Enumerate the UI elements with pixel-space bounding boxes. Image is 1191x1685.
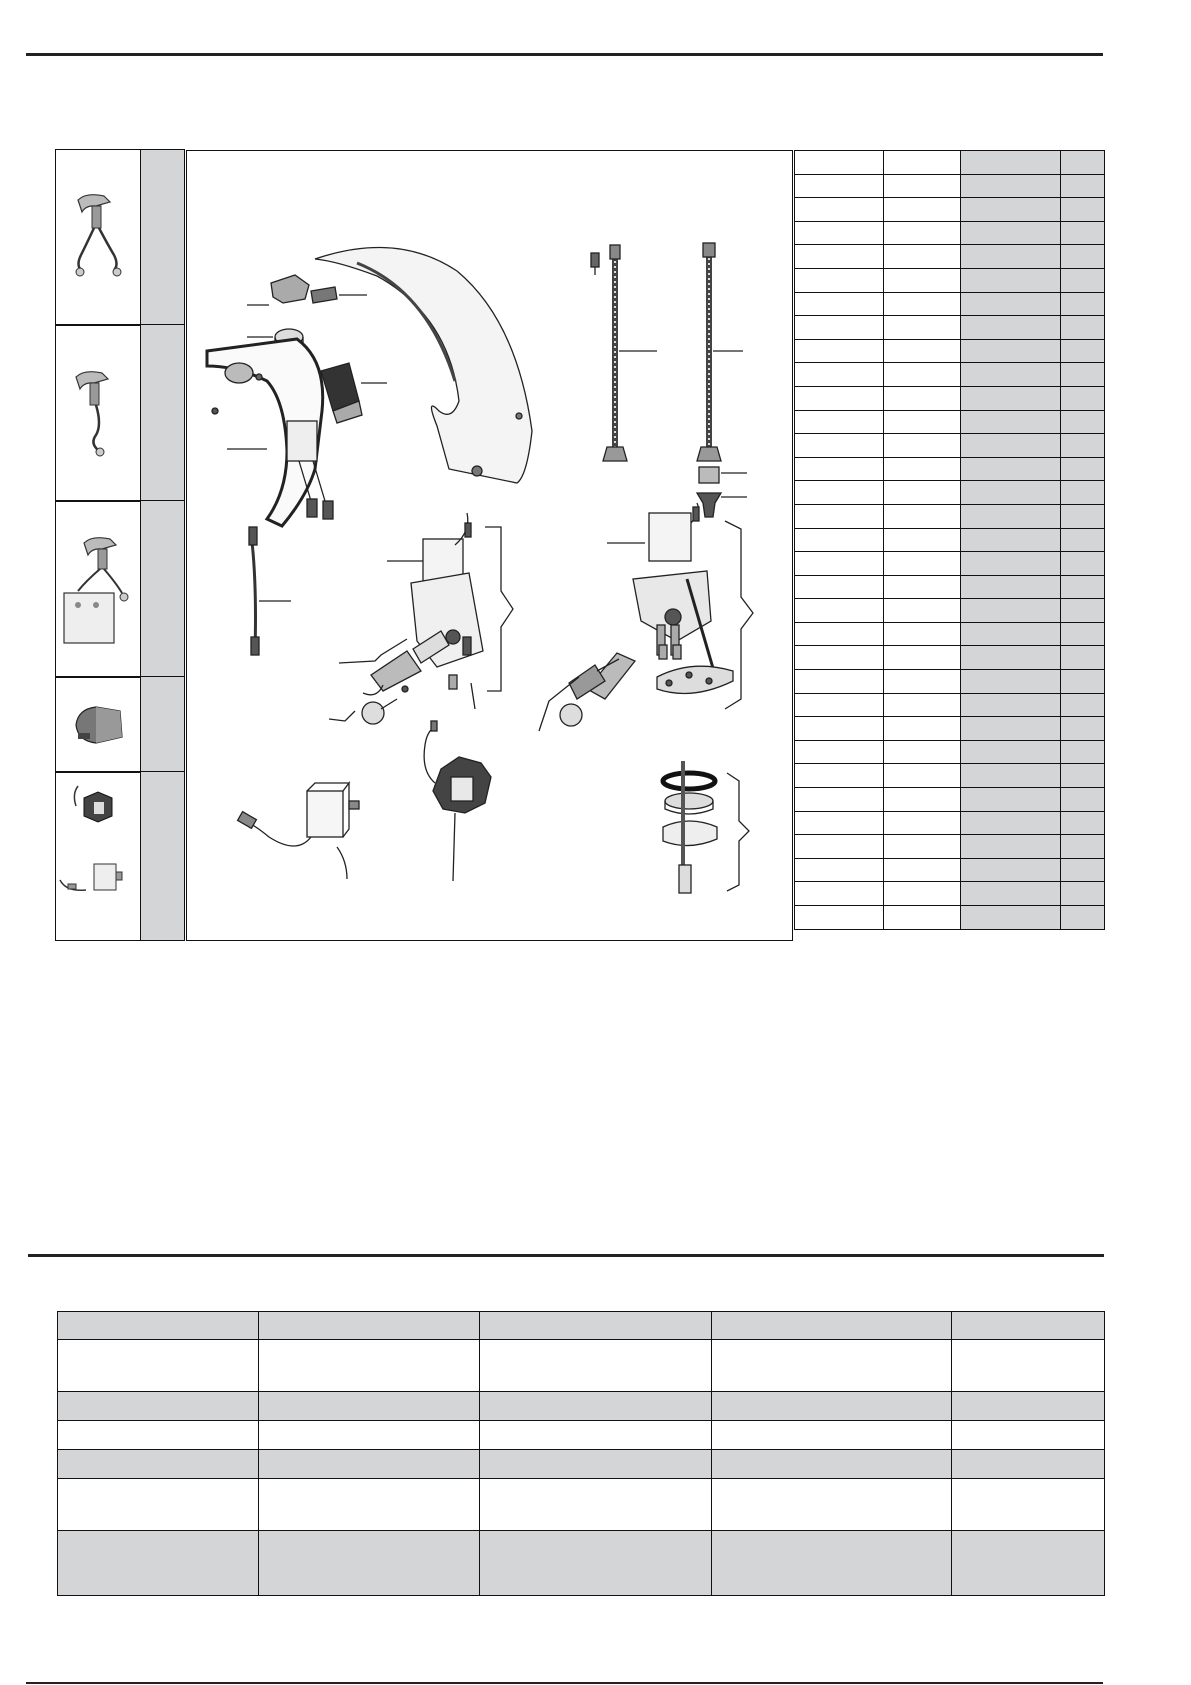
parts-table-cell (795, 693, 884, 717)
spec-cell (480, 1479, 712, 1531)
parts-table-row (795, 811, 1105, 835)
spec-cell (480, 1340, 712, 1392)
parts-table-cell (961, 174, 1061, 198)
parts-table-row (795, 764, 1105, 788)
parts-table-row (795, 599, 1105, 623)
spec-cell (259, 1479, 480, 1531)
aerator-icon (271, 275, 309, 303)
parts-table-cell (795, 268, 884, 292)
parts-table-cell (961, 764, 1061, 788)
parts-table-cell (961, 268, 1061, 292)
parts-list-table (794, 150, 1105, 930)
cable-icon (251, 533, 256, 651)
spec-cell (952, 1421, 1105, 1450)
parts-table-cell (795, 481, 884, 505)
parts-table-row (795, 268, 1105, 292)
parts-table-cell (961, 457, 1061, 481)
spec-cell (58, 1479, 259, 1531)
connector-icon (699, 467, 719, 483)
parts-table-row (795, 457, 1105, 481)
parts-table-cell (961, 906, 1061, 930)
parts-table-cell (961, 410, 1061, 434)
spec-cell (58, 1531, 259, 1596)
parts-table-cell (1061, 174, 1105, 198)
parts-table-cell (961, 858, 1061, 882)
spec-cell (712, 1392, 952, 1421)
spec-cell (952, 1340, 1105, 1392)
parts-table-row (795, 646, 1105, 670)
parts-table-cell (961, 599, 1061, 623)
parts-table-cell (795, 740, 884, 764)
parts-table-cell (884, 646, 961, 670)
parts-table-cell (795, 151, 884, 175)
parts-table-cell (1061, 646, 1105, 670)
parts-table-cell (884, 622, 961, 646)
parts-table-cell (961, 622, 1061, 646)
variant-row-1 (55, 149, 185, 326)
parts-table-row (795, 740, 1105, 764)
parts-table-cell (1061, 268, 1105, 292)
spec-cell (952, 1312, 1105, 1340)
parts-table-cell (1061, 504, 1105, 528)
spec-cell (952, 1479, 1105, 1531)
parts-table-cell (961, 740, 1061, 764)
parts-table-cell (884, 504, 961, 528)
parts-table-cell (795, 646, 884, 670)
parts-table-cell (795, 599, 884, 623)
parts-table-cell (1061, 858, 1105, 882)
parts-table-cell (795, 457, 884, 481)
parts-table-cell (961, 788, 1061, 812)
parts-table-cell (961, 363, 1061, 387)
spec-cell (259, 1450, 480, 1479)
parts-table-cell (884, 811, 961, 835)
parts-table-row (795, 481, 1105, 505)
mixing-valve-unit-icon (649, 513, 691, 561)
spec-row (58, 1421, 1105, 1450)
parts-table-row (795, 504, 1105, 528)
parts-table-cell (1061, 552, 1105, 576)
parts-table-cell (884, 292, 961, 316)
parts-table-cell (961, 339, 1061, 363)
parts-table-cell (961, 670, 1061, 694)
spec-cell (712, 1450, 952, 1479)
parts-table-cell (795, 245, 884, 269)
parts-table-cell (884, 316, 961, 340)
parts-table-cell (795, 552, 884, 576)
variant-row-2 (55, 324, 185, 502)
parts-table-row (795, 292, 1105, 316)
parts-table-row (795, 622, 1105, 646)
parts-table-cell (884, 434, 961, 458)
specification-table (57, 1311, 1105, 1596)
parts-table-cell (961, 151, 1061, 175)
parts-table-cell (795, 622, 884, 646)
parts-table-cell (1061, 481, 1105, 505)
spec-cell (480, 1312, 712, 1340)
spec-cell (712, 1340, 952, 1392)
parts-table-cell (795, 882, 884, 906)
plug-in-power-supply-icon (307, 791, 343, 837)
parts-table-cell (884, 268, 961, 292)
spec-cell (259, 1340, 480, 1392)
parts-table-cell (1061, 339, 1105, 363)
parts-table-cell (795, 906, 884, 930)
exploded-view-drawing (187, 151, 791, 939)
variant-tag-5 (141, 772, 184, 940)
parts-table-cell (961, 245, 1061, 269)
parts-table-cell (795, 717, 884, 741)
battery-pack-thumbnail (56, 677, 141, 772)
parts-table-cell (884, 552, 961, 576)
parts-table-cell (884, 906, 961, 930)
spec-cell (58, 1340, 259, 1392)
spec-cell (58, 1450, 259, 1479)
power-supply-thumbnail (56, 772, 141, 940)
parts-table-row (795, 670, 1105, 694)
parts-table-row (795, 693, 1105, 717)
spec-cell (952, 1392, 1105, 1421)
parts-table-cell (961, 316, 1061, 340)
spec-cell (480, 1392, 712, 1421)
parts-table-cell (795, 835, 884, 859)
parts-table-row (795, 552, 1105, 576)
parts-table-cell (1061, 198, 1105, 222)
parts-table-cell (884, 174, 961, 198)
parts-table-cell (884, 717, 961, 741)
spec-cell (712, 1312, 952, 1340)
parts-table-cell (795, 434, 884, 458)
parts-table-row (795, 882, 1105, 906)
screw-plug-icon (697, 493, 721, 517)
parts-table-row (795, 363, 1105, 387)
parts-table-row (795, 858, 1105, 882)
parts-table-cell (884, 410, 961, 434)
parts-table-cell (961, 811, 1061, 835)
parts-table-row (795, 528, 1105, 552)
parts-table-cell (884, 575, 961, 599)
spec-cell (712, 1479, 952, 1531)
parts-table-cell (1061, 457, 1105, 481)
parts-table-cell (961, 292, 1061, 316)
parts-table-cell (795, 174, 884, 198)
parts-table-cell (884, 386, 961, 410)
parts-table-cell (961, 835, 1061, 859)
parts-table-cell (1061, 717, 1105, 741)
parts-table-cell (795, 764, 884, 788)
spec-cell (259, 1392, 480, 1421)
spec-row (58, 1450, 1105, 1479)
parts-table-cell (795, 670, 884, 694)
parts-table-cell (1061, 788, 1105, 812)
parts-table-cell (795, 292, 884, 316)
parts-table-cell (884, 740, 961, 764)
parts-table-cell (1061, 622, 1105, 646)
parts-table-cell (884, 363, 961, 387)
parts-table-cell (884, 599, 961, 623)
parts-table-cell (1061, 363, 1105, 387)
parts-table-cell (1061, 221, 1105, 245)
variant-column (55, 149, 185, 941)
parts-table-cell (795, 504, 884, 528)
parts-table-row (795, 198, 1105, 222)
spec-cell (712, 1531, 952, 1596)
spec-cell (952, 1531, 1105, 1596)
spec-row (58, 1340, 1105, 1392)
parts-table-cell (1061, 386, 1105, 410)
parts-table-cell (961, 386, 1061, 410)
variant-tag-2 (141, 325, 184, 501)
parts-table-row (795, 410, 1105, 434)
parts-table-cell (961, 646, 1061, 670)
parts-table-cell (884, 882, 961, 906)
parts-table-cell (795, 363, 884, 387)
parts-table-cell (795, 575, 884, 599)
parts-table-row (795, 221, 1105, 245)
parts-table-cell (884, 693, 961, 717)
parts-table-cell (795, 386, 884, 410)
parts-table-cell (1061, 764, 1105, 788)
parts-table-cell (795, 198, 884, 222)
spec-row (58, 1531, 1105, 1596)
spec-header-row (58, 1312, 1105, 1340)
parts-table-row (795, 835, 1105, 859)
variant-row-4 (55, 676, 185, 773)
parts-table-cell (1061, 151, 1105, 175)
spec-cell (480, 1421, 712, 1450)
parts-table-row (795, 316, 1105, 340)
spec-cell (58, 1312, 259, 1340)
parts-table-row (795, 906, 1105, 930)
parts-table-cell (1061, 811, 1105, 835)
spec-cell (58, 1421, 259, 1450)
spec-cell (480, 1450, 712, 1479)
parts-table-cell (884, 788, 961, 812)
parts-table-cell (884, 528, 961, 552)
parts-table-cell (961, 504, 1061, 528)
mounting-kit-icon (663, 773, 715, 789)
parts-table-cell (1061, 410, 1105, 434)
parts-table-cell (795, 339, 884, 363)
parts-table-cell (1061, 316, 1105, 340)
parts-table-cell (1061, 434, 1105, 458)
parts-table-cell (1061, 575, 1105, 599)
parts-table-cell (1061, 245, 1105, 269)
faucet-single-hose-thumbnail (56, 325, 141, 501)
parts-table-cell (884, 481, 961, 505)
spec-cell (58, 1392, 259, 1421)
parts-table-cell (795, 410, 884, 434)
variant-tag-1 (141, 150, 184, 325)
section-divider-rule (28, 1254, 1104, 1257)
parts-table-cell (795, 316, 884, 340)
parts-table-cell (1061, 528, 1105, 552)
parts-table-cell (795, 221, 884, 245)
parts-table-cell (795, 858, 884, 882)
parts-table-cell (884, 221, 961, 245)
parts-table-cell (961, 693, 1061, 717)
parts-table-row (795, 717, 1105, 741)
variant-tag-3 (141, 501, 184, 677)
parts-table-row (795, 245, 1105, 269)
exploded-parts-diagram (186, 150, 793, 941)
parts-table-cell (961, 717, 1061, 741)
parts-table-row (795, 575, 1105, 599)
parts-table-cell (884, 198, 961, 222)
spec-cell (712, 1421, 952, 1450)
parts-table-cell (884, 245, 961, 269)
parts-table-cell (1061, 670, 1105, 694)
parts-table-cell (884, 764, 961, 788)
faucet-mixing-box-thumbnail (56, 501, 141, 677)
parts-table-cell (961, 528, 1061, 552)
parts-table-row (795, 386, 1105, 410)
parts-table-cell (1061, 693, 1105, 717)
parts-table-cell (961, 552, 1061, 576)
parts-table-cell (1061, 906, 1105, 930)
parts-table-cell (961, 221, 1061, 245)
parts-table-cell (884, 670, 961, 694)
parts-table-cell (1061, 882, 1105, 906)
spec-row (58, 1479, 1105, 1531)
parts-table-cell (1061, 835, 1105, 859)
parts-table-cell (961, 882, 1061, 906)
parts-table-cell (884, 151, 961, 175)
parts-table-cell (1061, 599, 1105, 623)
parts-table-cell (961, 434, 1061, 458)
parts-table-cell (884, 858, 961, 882)
parts-table-cell (884, 457, 961, 481)
parts-table-row (795, 788, 1105, 812)
spec-cell (952, 1450, 1105, 1479)
parts-table-cell (961, 481, 1061, 505)
bottom-divider-rule (26, 1682, 1103, 1684)
parts-table-cell (795, 811, 884, 835)
variant-tag-4 (141, 677, 184, 772)
parts-table-cell (795, 788, 884, 812)
spec-cell (259, 1312, 480, 1340)
parts-table-row (795, 434, 1105, 458)
parts-table-cell (795, 528, 884, 552)
parts-table-cell (1061, 292, 1105, 316)
parts-table-row (795, 174, 1105, 198)
parts-table-row (795, 151, 1105, 175)
spec-cell (480, 1531, 712, 1596)
parts-table-row (795, 339, 1105, 363)
parts-table-cell (1061, 740, 1105, 764)
parts-table-cell (884, 835, 961, 859)
spec-cell (259, 1531, 480, 1596)
parts-table-cell (961, 575, 1061, 599)
variant-row-5 (55, 771, 185, 941)
parts-table-cell (961, 198, 1061, 222)
parts-table-cell (884, 339, 961, 363)
spec-cell (259, 1421, 480, 1450)
variant-row-3 (55, 500, 185, 678)
spec-row (58, 1392, 1105, 1421)
faucet-two-hoses-thumbnail (56, 150, 141, 325)
top-divider-rule (26, 53, 1103, 56)
